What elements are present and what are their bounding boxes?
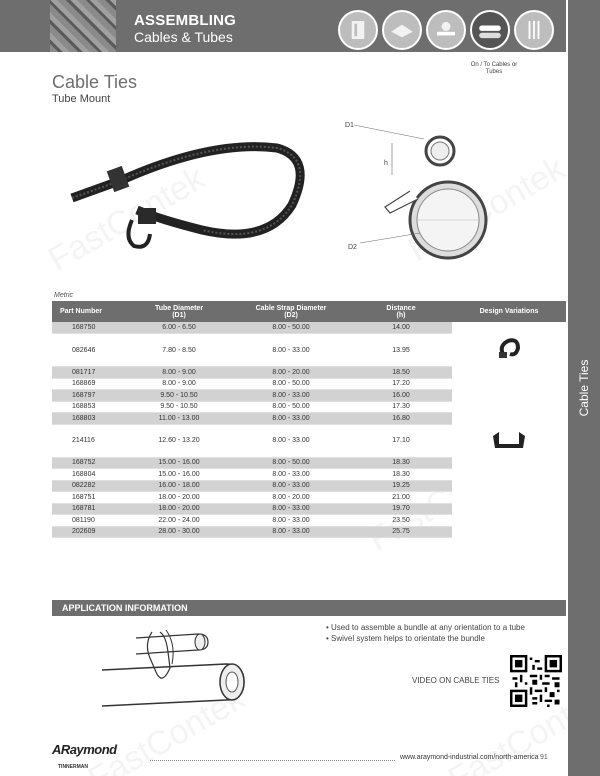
tube-diameter: 7.80 - 8.50	[126, 334, 232, 367]
distance: 25.75	[350, 526, 452, 538]
page-title: Cable Ties	[52, 72, 138, 92]
distance: 18.50	[350, 367, 452, 379]
page-subtitle: Tube Mount	[52, 93, 111, 105]
dimension-diagram	[340, 115, 520, 270]
clip-variant-image	[489, 428, 529, 452]
clip-variant-image	[494, 336, 524, 362]
tube-diameter: 8.00 - 9.00	[126, 378, 232, 390]
distance: 16.00	[350, 390, 452, 402]
column-header-design-variations: Design Variations	[452, 301, 566, 322]
footer-url[interactable]: www.araymond-industrial.com/north-america	[400, 754, 539, 761]
h-label: h	[384, 160, 388, 167]
tube-diameter: 12.60 - 13.20	[126, 424, 232, 457]
design-variation-cell	[452, 480, 566, 492]
table-row	[52, 378, 566, 390]
design-variation-cell	[452, 390, 566, 402]
distance: 19.25	[350, 480, 452, 492]
application-bullet: • Swivel system helps to orientate the bundle	[326, 634, 485, 643]
design-variation-cell	[452, 457, 566, 469]
table-row	[52, 390, 566, 402]
part-number: 168750	[52, 322, 126, 334]
design-variation-cell	[452, 515, 566, 527]
table-row	[52, 457, 566, 469]
tube-diameter: 15.00 - 16.00	[126, 457, 232, 469]
application-illustration	[96, 624, 256, 714]
part-number: 081717	[52, 367, 126, 379]
part-number: 168803	[52, 413, 126, 425]
design-variation-cell	[452, 413, 566, 425]
tube-diameter: 8.00 - 9.00	[126, 367, 232, 379]
table-row	[52, 401, 566, 413]
distance: 14.00	[350, 322, 452, 334]
tube-diameter: 9.50 - 10.50	[126, 390, 232, 402]
table-row	[52, 480, 566, 492]
application-info-title: APPLICATION INFORMATION	[62, 603, 188, 613]
application-bullets	[326, 622, 525, 644]
part-number: 202609	[52, 526, 126, 538]
design-variation-cell	[452, 424, 566, 457]
strap-diameter: 8.00 - 33.00	[232, 424, 350, 457]
design-variation-cell	[452, 503, 566, 515]
tube-diameter: 18.00 - 20.00	[126, 492, 232, 504]
strap-diameter: 8.00 - 33.00	[232, 390, 350, 402]
strap-diameter: 8.00 - 50.00	[232, 322, 350, 334]
tube-diameter: 18.00 - 20.00	[126, 503, 232, 515]
strap-diameter: 8.00 - 20.00	[232, 492, 350, 504]
tinnerman-logo: TINNERMAN	[58, 764, 88, 770]
video-link[interactable]: VIDEO ON CABLE TIES	[412, 676, 500, 685]
column-header-part-number: Part Number	[52, 301, 126, 322]
distance: 17.20	[350, 378, 452, 390]
part-number: 168797	[52, 390, 126, 402]
table-header-row	[52, 301, 566, 322]
part-number: 168853	[52, 401, 126, 413]
tubes-icon[interactable]	[470, 10, 510, 50]
design-variation-cell	[452, 401, 566, 413]
d2-label: D2	[348, 244, 357, 251]
strap-diameter: 8.00 - 33.00	[232, 469, 350, 481]
table-row	[52, 469, 566, 481]
table-row	[52, 322, 566, 334]
part-number: 214116	[52, 424, 126, 457]
strap-diameter: 8.00 - 50.00	[232, 457, 350, 469]
table-row	[52, 503, 566, 515]
column-header-distance: Distance (h)	[350, 301, 452, 322]
strap-diameter: 8.00 - 20.00	[232, 367, 350, 379]
design-variation-cell	[452, 526, 566, 538]
distance: 18.30	[350, 469, 452, 481]
distance: 17.10	[350, 424, 452, 457]
distance: 18.30	[350, 457, 452, 469]
design-variation-cell	[452, 334, 566, 367]
application-bullet: • Used to assemble a bundle at any orientation to a tube	[326, 623, 525, 632]
table-row	[52, 515, 566, 527]
qr-code[interactable]	[510, 655, 562, 707]
part-number: 168781	[52, 503, 126, 515]
bracket-icon[interactable]	[382, 10, 422, 50]
tube-diameter: 28.00 - 30.00	[126, 526, 232, 538]
table-row	[52, 334, 566, 367]
table-row	[52, 367, 566, 379]
design-variation-cell	[452, 469, 566, 481]
table-row	[52, 526, 566, 538]
distance: 23.50	[350, 515, 452, 527]
strap-diameter: 8.00 - 33.00	[232, 334, 350, 367]
part-number: 082646	[52, 334, 126, 367]
tube-diameter: 16.00 - 18.00	[126, 480, 232, 492]
part-number: 081190	[52, 515, 126, 527]
part-number: 168751	[52, 492, 126, 504]
strap-diameter: 8.00 - 33.00	[232, 515, 350, 527]
distance: 19.70	[350, 503, 452, 515]
strap-diameter: 8.00 - 33.00	[232, 413, 350, 425]
section-subtitle: Cables & Tubes	[134, 29, 233, 45]
footer-divider	[150, 760, 395, 761]
cables-icon[interactable]	[514, 10, 554, 50]
design-variation-cell	[452, 492, 566, 504]
strap-diameter: 8.00 - 50.00	[232, 378, 350, 390]
part-number: 082282	[52, 480, 126, 492]
cable-tie-illustration	[52, 110, 312, 270]
section-title: ASSEMBLING	[134, 12, 237, 29]
header-photo	[50, 0, 116, 52]
table-row	[52, 424, 566, 457]
tube-diameter: 9.50 - 10.50	[126, 401, 232, 413]
column-header-tube-diameter: Tube Diameter (D1)	[126, 301, 232, 322]
clip-icon[interactable]	[426, 10, 466, 50]
part-number: 168869	[52, 378, 126, 390]
table-row	[52, 413, 566, 425]
distance: 13.95	[350, 334, 452, 367]
distance: 17.30	[350, 401, 452, 413]
table-row	[52, 492, 566, 504]
tube-diameter: 11.00 - 13.00	[126, 413, 232, 425]
distance: 21.00	[350, 492, 452, 504]
page-number: 91	[540, 754, 548, 761]
part-number: 168804	[52, 469, 126, 481]
tube-diameter: 15.00 - 16.00	[126, 469, 232, 481]
strap-diameter: 8.00 - 33.00	[232, 526, 350, 538]
araymond-logo: ARaymond	[52, 742, 117, 757]
category-caption: On / To Cables or Tubes	[470, 62, 518, 75]
d1-label: D1	[345, 122, 354, 129]
part-number: 168752	[52, 457, 126, 469]
application-info-bar	[52, 600, 566, 616]
strap-diameter: 8.00 - 33.00	[232, 503, 350, 515]
column-header-strap-diameter: Cable Strap Diameter (D2)	[232, 301, 350, 322]
parts-table	[52, 301, 566, 538]
tube-diameter: 22.00 - 24.00	[126, 515, 232, 527]
design-variation-cell	[452, 322, 566, 334]
strap-diameter: 8.00 - 50.00	[232, 401, 350, 413]
design-variation-cell	[452, 378, 566, 390]
design-variation-cell	[452, 367, 566, 379]
distance: 16.80	[350, 413, 452, 425]
strap-diameter: 8.00 - 33.00	[232, 480, 350, 492]
unit-label: Metric	[54, 292, 74, 299]
panel-icon[interactable]	[338, 10, 378, 50]
tube-diameter: 6.00 - 6.50	[126, 322, 232, 334]
